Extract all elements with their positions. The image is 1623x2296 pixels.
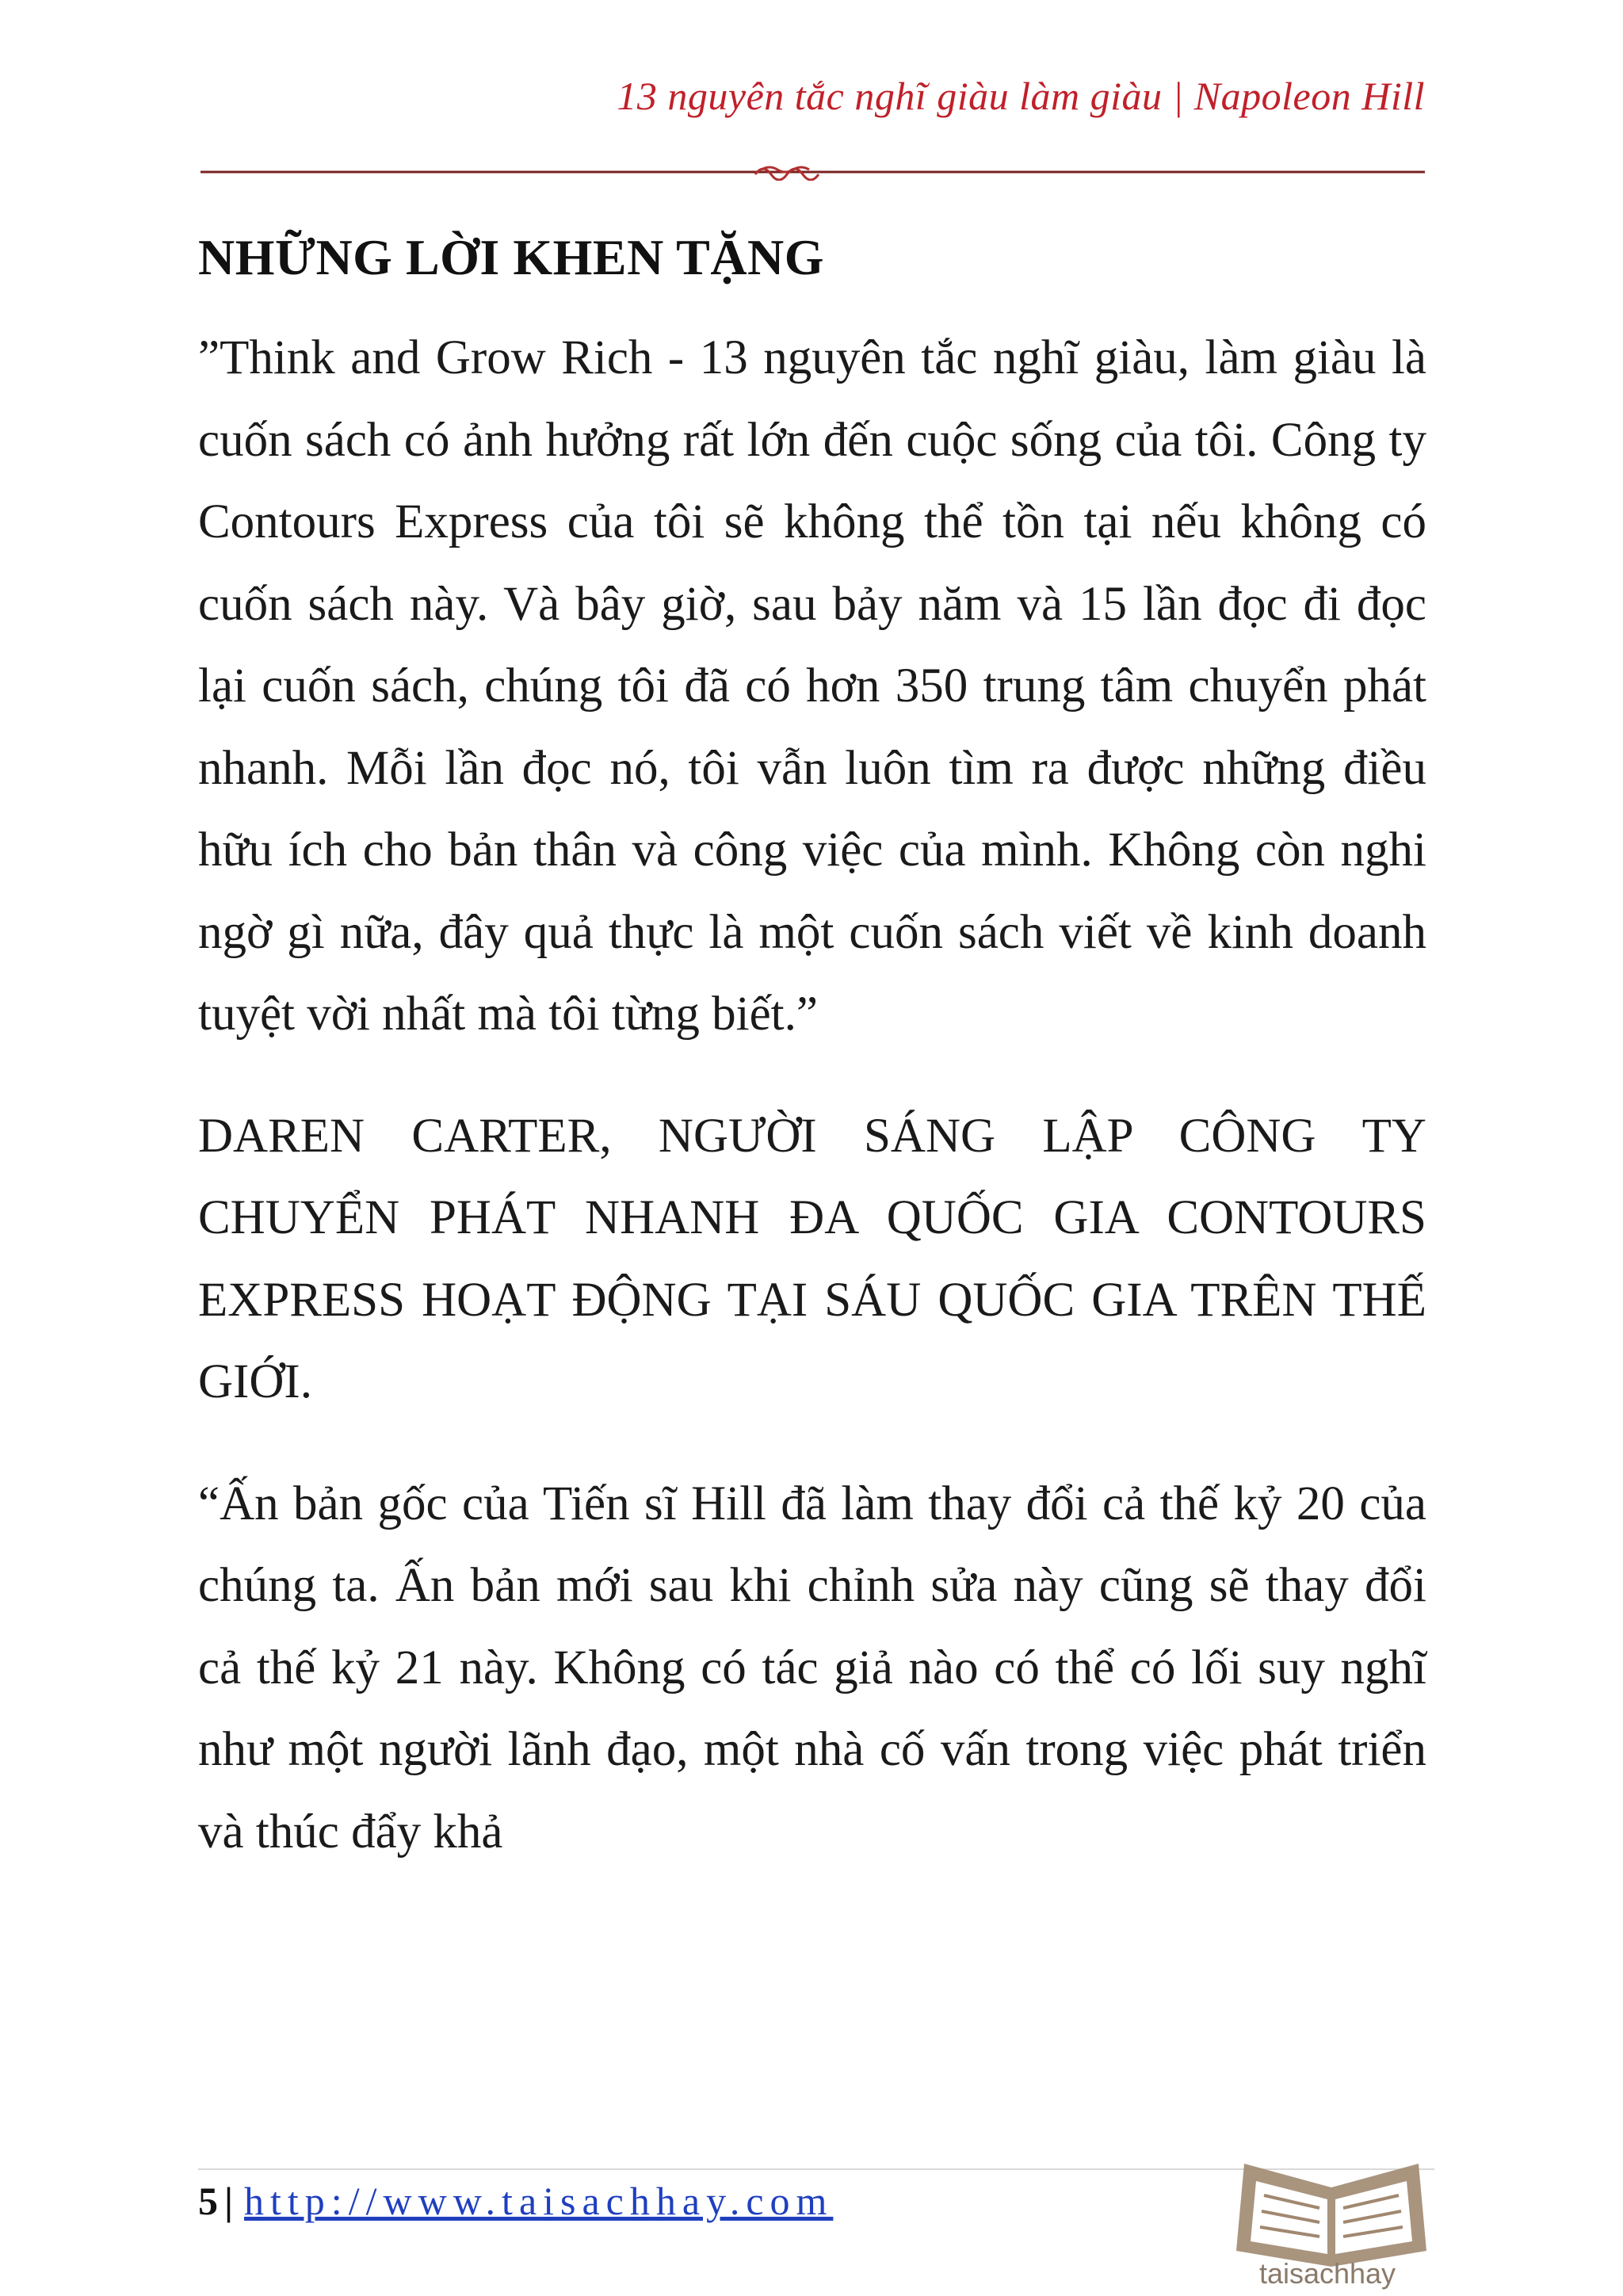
- header-divider: [200, 163, 1425, 181]
- testimonial-paragraph: ”Think and Grow Rich - 13 nguyên tắc nghĩ giàu, làm giàu là cuốn sách có ảnh hưởng rất lớn đến cuộc sống của tôi. Công ty Contours Express của tôi sẽ không thể tồn tại nếu không có cuốn sách này. Và bây giờ, sau bảy năm và 15 lần đọc đi đọc lại cuốn sách, chúng tôi đã có hơn 350 trung tâm chuyển phát nhanh. Mỗi lần đọc nó, tôi vẫn luôn tìm ra được những điều hữu ích cho bản thân và công việc của mình. Không còn nghi ngờ gì nữa, đây quả thực là một cuốn sách viết về kinh doanh tuyệt vời nhất mà tôi từng biết.”: [198, 331, 1426, 1041]
- running-header: 13 nguyên tắc nghĩ giàu làm giàu | Napoleon Hill: [617, 74, 1425, 118]
- website-link[interactable]: http://www.taisachhay.com: [244, 2179, 834, 2223]
- page-content: [198, 214, 1426, 1912]
- logo-wordmark: taisachhay: [1258, 2257, 1396, 2290]
- footer-separator: |: [224, 2179, 234, 2223]
- testimonial-paragraph: “Ấn bản gốc của Tiến sĩ Hill đã làm thay đổi cả thế kỷ 20 của chúng ta. Ấn bản mới sau khi chỉnh sửa này cũng sẽ thay đổi cả thế kỷ 21 này. Không có tác giả nào có thể có lối suy nghĩ như một người lãnh đạo, một nhà cố vấn trong việc phát triển và thúc đẩy khả: [198, 1477, 1426, 1859]
- ornament-icon: [755, 167, 819, 180]
- footer: [198, 2178, 833, 2224]
- page-number: 5: [198, 2179, 218, 2223]
- section-heading: NHỮNG LỜI KHEN TẶNG: [198, 229, 825, 285]
- testimonial-attribution: DAREN CARTER, NGƯỜI SÁNG LẬP CÔNG TY CHUYỂN PHÁT NHANH ĐA QUỐC GIA CONTOURS EXPRESS HOẠT ĐỘNG TẠI SÁU QUỐC GIA TRÊN THẾ GIỚI.: [198, 1109, 1426, 1408]
